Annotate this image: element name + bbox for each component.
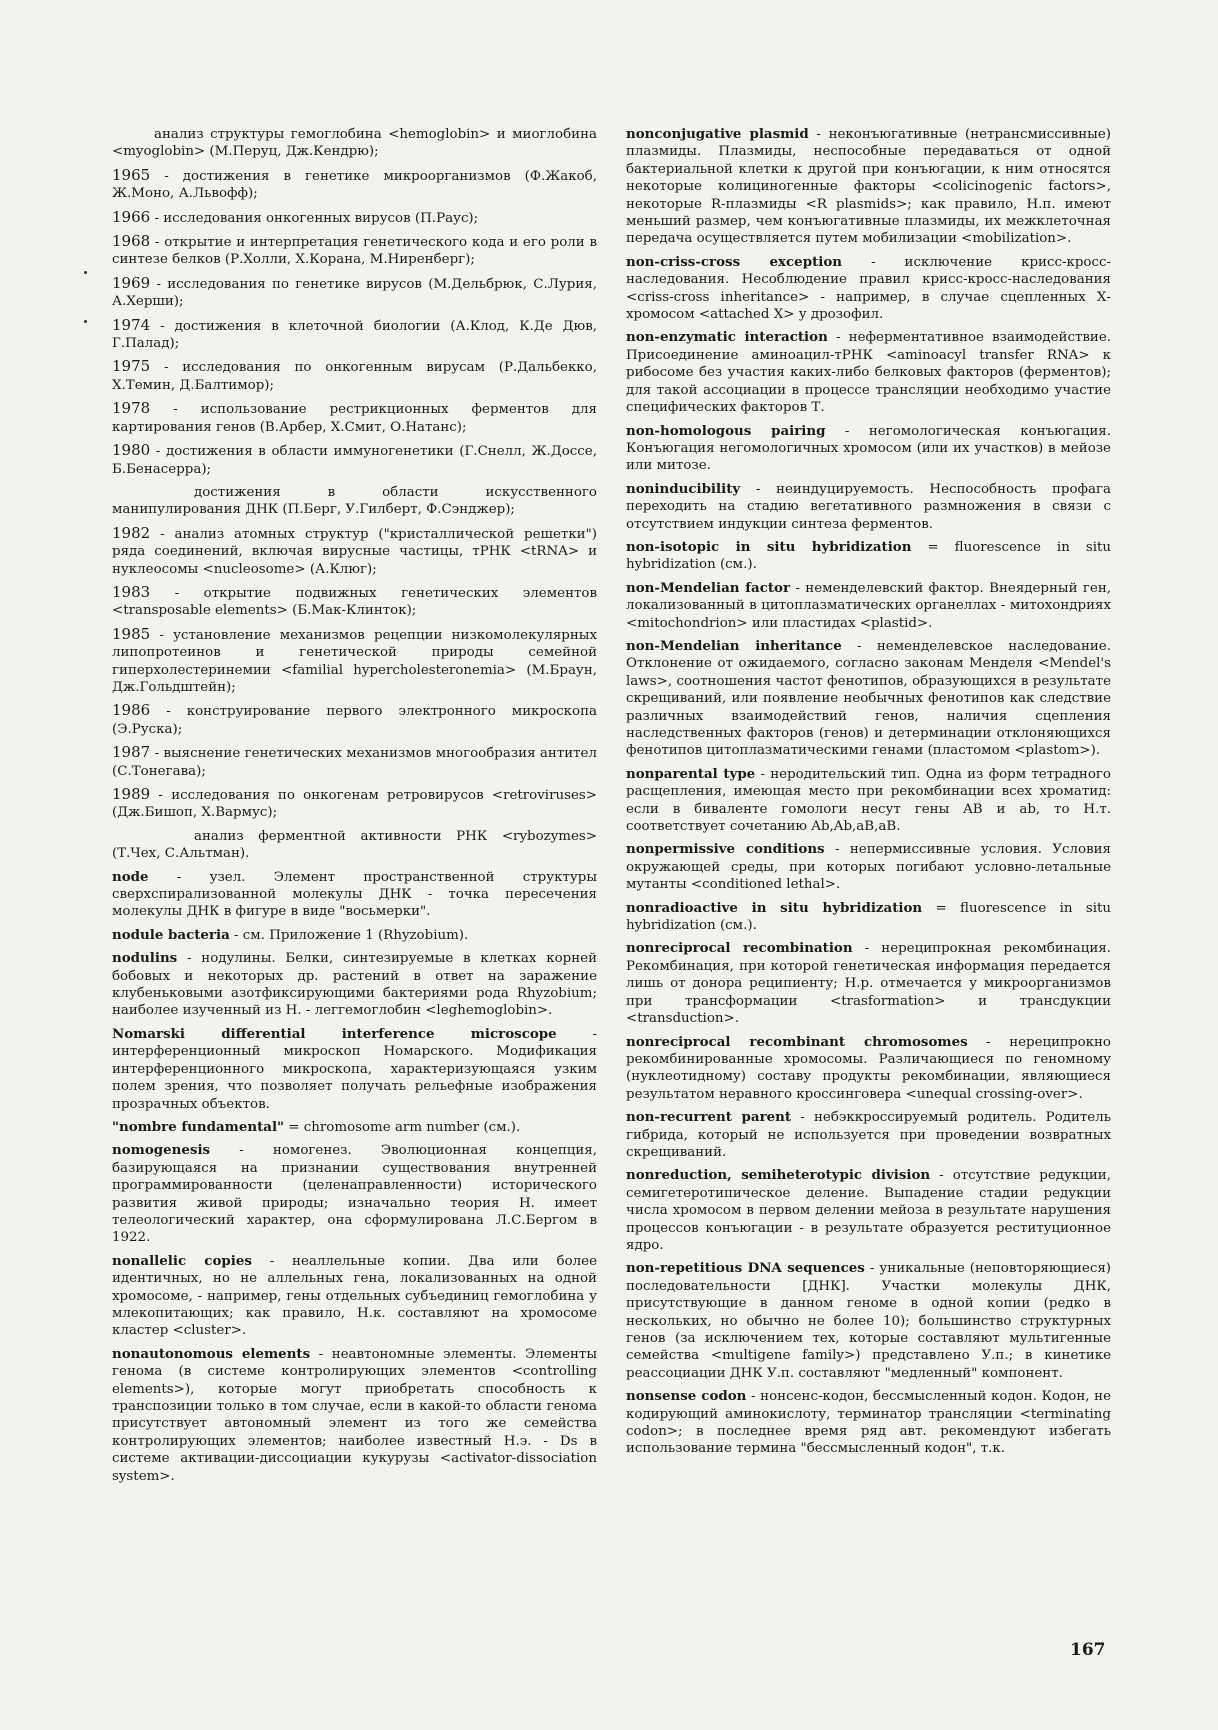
entry-term: nonreciprocal recombination (626, 940, 853, 957)
right-column (626, 126, 1111, 1464)
entry-definition: - исследования по онкогенам ретровирусов <retroviruses> (Дж.Бишоп, Х.Вармус); (112, 788, 597, 821)
dictionary-entry (112, 626, 597, 697)
dictionary-entry (626, 1260, 1111, 1382)
entry-term: "nombre fundamental" (112, 1118, 285, 1135)
dictionary-entry (112, 358, 597, 394)
entry-definition: - небэккроссируемый родитель. Родитель гибрида, который не используется при проведении возвратных скрещиваний. (626, 1110, 1112, 1160)
dictionary-entry (112, 209, 597, 227)
page-number: 167 (1070, 1640, 1106, 1660)
entry-definition: - нереципрокно рекомбинированные хромосомы. Различающиеся по геномному (нуклеотидному) составу продукты рекомбинации, являющиеся результатом неравного кроссинговера <unequal crossing-over>. (626, 1034, 1111, 1102)
entry-year: 1975 (112, 357, 151, 376)
dictionary-entry (112, 484, 597, 519)
dictionary-entry (112, 1253, 597, 1340)
entry-definition: - узел. Элемент пространственной структуры сверхспирализованной молекулы ДНК - точка пересечения молекулы ДНК в фигуре в виде "восьмерки". (112, 869, 597, 920)
entry-definition: - исследования по онкогенным вирусам (Р.Дальбекко, Х.Темин, Д.Балтимор); (112, 360, 597, 393)
entry-year: 1978 (112, 399, 151, 418)
entry-definition: - нереципрокная рекомбинация. Рекомбинация, при которой генетическая информация передается лишь от донора реципиенту; Н.р. отмечается у микроорганизмов при трансформации <trasformation> и трансдукции <transduction>. (626, 941, 1111, 1027)
dictionary-entry (112, 869, 597, 921)
entry-definition: - достижения в генетике микроорганизмов (Ф.Жакоб, Ж.Моно, А.Львофф); (112, 168, 597, 202)
entry-term: non-Mendelian inheritance (626, 637, 842, 654)
entry-definition: - достижения в клеточной биологии (А.Клод, К.Де Дюв, Г.Палад); (112, 318, 597, 352)
dictionary-entry (112, 317, 597, 353)
dictionary-entry (626, 940, 1111, 1027)
dictionary-entry (626, 254, 1111, 324)
entry-definition: - достижения в области иммуногенетики (Г.Снелл, Ж.Доссе, Б.Бенасерра); (112, 444, 597, 477)
entry-definition: = fluorescence in situ hybridization (см.). (626, 900, 1111, 934)
dictionary-entry (626, 1034, 1111, 1104)
entry-term: non-isotopic in situ hybridization (626, 538, 912, 555)
margin-dot (84, 271, 87, 274)
entry-year: 1974 (112, 315, 151, 334)
dictionary-entry (112, 584, 597, 620)
dictionary-entry (626, 580, 1111, 632)
entry-definition: - конструирование первого электронного микроскопа (Э.Руска); (112, 704, 597, 737)
entry-definition: - установление механизмов рецепции низкомолекулярных липопротеинов и генетической природы семейной гиперхолестеринемии <familial hypercholesteronemia> (М.Браун, Дж.Гольдштейн); (112, 627, 597, 695)
dictionary-entry (112, 927, 597, 944)
entry-term: nonreduction, semiheterotypic division (626, 1167, 931, 1184)
dictionary-entry (112, 167, 597, 203)
entry-year: 1968 (112, 232, 151, 251)
entry-term: non-repetitious DNA sequences (626, 1260, 865, 1277)
entry-definition: - исследования онкогенных вирусов (П.Раус); (150, 210, 479, 226)
dictionary-entry (112, 828, 597, 863)
dictionary-entry (112, 442, 597, 478)
entry-term: nomogenesis (112, 1142, 211, 1159)
dictionary-entry (626, 900, 1111, 935)
entry-term: node (112, 868, 149, 885)
entry-term: nonpermissive conditions (626, 841, 825, 858)
entry-year: 1986 (112, 701, 151, 720)
entry-definition: - открытие и интерпретация генетического кода и его роли в синтезе белков (Р.Холли, Х.Корана, М.Ниренберг); (112, 235, 597, 268)
entry-year: 1982 (112, 523, 151, 542)
entry-year: 1965 (112, 165, 151, 184)
entry-term: nodule bacteria (112, 926, 230, 943)
entry-definition: - неменделевский фактор. Внеядерный ген, локализованный в цитоплазматических органеллах - митохондриях <mitochondrion> или пластидах <plastid>. (626, 580, 1111, 631)
entry-term: nonconjugative plasmid (626, 126, 809, 142)
entry-term: nodulins (112, 950, 178, 967)
entry-year: 1969 (112, 273, 151, 292)
entry-year: 1983 (112, 582, 151, 601)
entry-definition: = chromosome arm number (см.). (284, 1119, 521, 1135)
margin-dot (84, 320, 87, 323)
dictionary-entry (626, 329, 1111, 416)
entry-definition: - неферментативное взаимодействие. Присоединение аминоацил-тРНК <aminoacyl transfer RNA> к рибосоме без участия каких-либо белковых факторов (ферментов); для такой ассоциации в процессе трансляции необходимо участие специфических факторов Т. (626, 330, 1112, 416)
entry-term: nonautonomous elements (112, 1345, 311, 1362)
entry-definition: - выяснение генетических механизмов многообразия антител (С.Тонегава); (112, 746, 597, 779)
dictionary-entry (112, 1026, 597, 1113)
dictionary-entry (112, 525, 597, 578)
entry-term: nonsense codon (626, 1388, 747, 1405)
entry-definition: - исключение крисс-кросс-наследования. Несоблюдение правил крисс-кросс-наследования <criss-cross inheritance> - например, в случае сцепленных Х-хромосом <attached X> у дрозофил. (626, 254, 1111, 323)
dictionary-entry (626, 126, 1111, 248)
entry-term: nonallelic copies (112, 1252, 252, 1269)
entry-year: 1989 (112, 785, 151, 803)
entry-definition: - см. Приложение 1 (Rhyzobium). (229, 927, 469, 943)
entry-term: non-Mendelian factor (626, 579, 791, 596)
dictionary-entry (112, 702, 597, 738)
entry-definition: - нодулины. Белки, синтезируемые в клетках корней бобовых и некоторых др. растений в ответ на заражение клубеньковыми азотфиксирующими бактериями рода Rhyzobium; наиболее изученный из Н. - леггемоглобин <leghemoglobin>. (112, 951, 597, 1019)
entry-definition: - неавтономные элементы. Элементы генома (в системе контролирующих элементов <controlling elements>), которые могут приобретать способность к транспозиции только в том случае, если в какой-то области генома присутствует автономный элемент из того же семейства контролирующих элементов; наиболее известный Н.э. - Ds в системе активации-диссоциации кукурузы <activator-dissociation system>. (112, 1346, 597, 1484)
left-column (112, 126, 597, 1491)
dictionary-entry (626, 539, 1111, 574)
dictionary-entry (626, 1109, 1111, 1161)
dictionary-entry (112, 233, 597, 269)
entry-definition: - неаллельные копии. Два или более идентичных, но не аллельных гена, локализованных на одной хромосоме, - например, гены отдельных субъединиц гемоглобина у млекопитающих; как правило, Н.к. составляют на хромосоме кластер <cluster>. (112, 1253, 597, 1339)
entry-definition: - номогенез. Эволюционная концепция, базирующаяся на признании существования внутренней программированности (целенаправленности) исторического развития живой природы; изначально теория Н. имеет телеологический характер, она сформулирована Л.С.Бергом в 1922. (112, 1143, 597, 1246)
dictionary-entry (626, 1388, 1111, 1458)
dictionary-entry (112, 275, 597, 311)
entry-definition: - исследования по генетике вирусов (М.Дельбрюк, С.Лурия, А.Херши); (112, 276, 597, 310)
entry-definition: - отсутствие редукции, семигетеротипическое деление. Выпадение стадии редукции числа хромосом в первом делении мейоза в результате нарушения процессов конъюгации - в результате образуется реституционное ядро. (626, 1168, 1111, 1253)
entry-term: nonparental type (626, 765, 756, 782)
entry-definition: - неменделевское наследование. Отклонение от ожидаемого, согласно законам Менделя <Mendel's laws>, соотношения частот фенотипов, образующихся в результате скрещиваний, или появление необычных фенотипов как следствие различных взаимодействий генов, наличия сцепления наследственных факторов (генов) и детерминации отклоняющихся фенотипов цитоплазматическими генами (пластомом <plastom>). (626, 638, 1111, 759)
entry-definition: = fluorescence in situ hybridization (см.). (626, 539, 1111, 573)
entry-definition: - открытие подвижных генетических элементов <transposable elements> (Б.Мак-Клинток); (112, 585, 597, 619)
entry-term: Nomarski differential interference microscope (112, 1025, 557, 1042)
entry-term: nonradioactive in situ hybridization (626, 899, 923, 916)
entry-definition: - неконъюгативные (нетрансмиссивные) плазмиды. Плазмиды, неспособные передаваться от одной бактериальной клетки к другой при конъюгации, к ним относятся некоторые колициногенные факторы <colicinogenic factors>, некоторые R-плазмиды <R plasmids>; как правило, Н.п. имеют меньший размер, чем конъюгативные плазмиды, их межклеточная передача осуществляется путем мобилизации <mobilization>. (626, 127, 1111, 247)
dictionary-entry (112, 786, 597, 822)
entry-definition: достижения в области искусственного манипулирования ДНК (П.Берг, У.Гилберт, Ф.Сэнджер); (112, 484, 597, 518)
entry-year: 1966 (112, 207, 151, 226)
entry-term: nonreciprocal recombinant chromosomes (626, 1033, 968, 1050)
entry-definition: - уникальные (неповторяющиеся) последовательности [ДНК]. Участки молекулы ДНК, присутствующие в данном геноме в одной копии (редко в нескольких, но обычно не более 10); большинство структурных генов (за исключением тех, которые составляют мультигенные семейства <multigene family>) представлено У.п.; в кинетике реассоциации ДНК У.п. составляют "медленный" компонент. (626, 1261, 1111, 1381)
entry-term: non-recurrent parent (626, 1109, 792, 1126)
dictionary-entry (112, 126, 597, 161)
dictionary-entry (112, 1346, 597, 1485)
entry-term: non-homologous pairing (626, 422, 826, 439)
entry-definition: - непермиссивные условия. Условия окружающей среды, при которых погибают условно-летальные мутанты <conditioned lethal>. (626, 842, 1111, 893)
entry-definition: - неиндуцируемость. Неспособность профага переходить на стадию вегетативного размножения в связи с отсутствием индукции синтеза ферментов. (626, 481, 1111, 532)
dictionary-entry (112, 400, 597, 436)
dictionary-entry (626, 638, 1111, 760)
entry-term: non-criss-cross exception (626, 253, 843, 270)
entry-definition: - негомологическая конъюгация. Конъюгация негомологичных хромосом (или их участков) в мейозе или митозе. (626, 423, 1112, 474)
entry-definition: - анализ атомных структур ("кристаллической решетки") ряда соединений, включая вирусные частицы, тРНК <tRNA> и нуклеосомы <nucleosome> (А.Клюг); (112, 526, 597, 577)
dictionary-entry (112, 1119, 597, 1136)
entry-definition: - нонсенс-кодон, бессмысленный кодон. Кодон, не кодирующий аминокислоту, терминатор трансляции <terminating codon>; в последнее время ряд авт. рекомендуют избегать использование термина "бессмысленный кодон", т.к. (626, 1389, 1111, 1457)
entry-year: 1987 (112, 743, 151, 762)
dictionary-entry (112, 1142, 597, 1246)
entry-year: 1985 (112, 624, 151, 643)
entry-definition: анализ ферментной активности РНК <rybozymes> (Т.Чех, С.Альтман). (112, 828, 597, 862)
dictionary-entry (626, 766, 1111, 836)
entry-definition: анализ структуры гемоглобина <hemoglobin> и миоглобина <myoglobin> (М.Перуц, Дж.Кендрю); (112, 127, 597, 160)
entry-definition: - интерференционный микроскоп Номарского. Модификация интерференционного микроскопа, характеризующаяся узким полем зрения, что позволяет получать рельефные изображения прозрачных объектов. (112, 1026, 598, 1112)
entry-year: 1980 (112, 441, 151, 460)
dictionary-entry (112, 950, 597, 1020)
entry-definition: - неродительский тип. Одна из форм тетрадного расщепления, имеющая место при рекомбинации всех хроматид: если в биваленте гомологи несут гены AB и ab, то Н.т. соответствует сочетанию Ab,Ab,aB,aB. (626, 766, 1111, 835)
dictionary-entry (626, 841, 1111, 893)
dictionary-entry (626, 481, 1111, 533)
entry-term: noninducibility (626, 480, 741, 497)
entry-definition: - использование рестрикционных ферментов для картирования генов (В.Арбер, Х.Смит, О.Натанс); (112, 402, 597, 435)
entry-term: non-enzymatic interaction (626, 329, 828, 346)
dictionary-entry (626, 1167, 1111, 1254)
dictionary-entry (626, 423, 1111, 475)
dictionary-entry (112, 744, 597, 780)
